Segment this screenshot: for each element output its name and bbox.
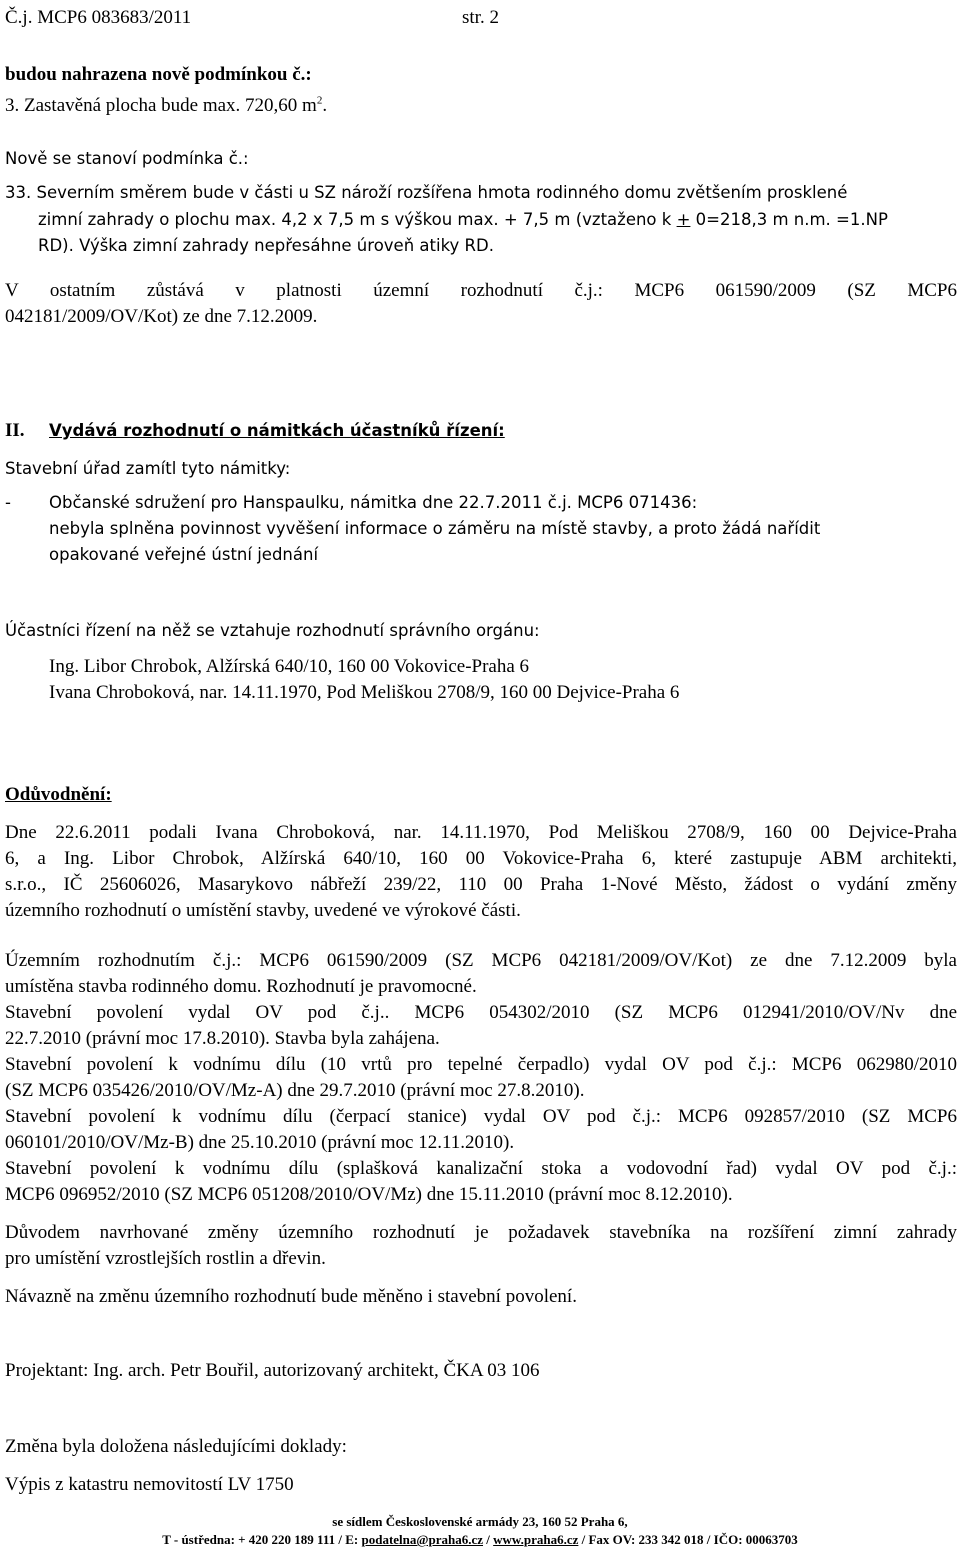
participants-label: Účastníci řízení na něž se vztahuje rozhodnutí správního orgánu: — [5, 621, 540, 640]
reasoning-p1-line1: Dne 22.6.2011 podali Ivana Chroboková, nar. 14.11.1970, Pod Meliškou 2708/9, 160 00 Dejvice-Praha — [5, 822, 957, 843]
header-page-number: str. 2 — [462, 7, 499, 28]
footer-phone: T - ústředna: + 420 220 189 111 / E: — [162, 1532, 362, 1547]
reasoning-p2-line4: 22.7.2010 (právní moc 17.8.2010). Stavba byla zahájena. — [5, 1028, 440, 1049]
reasoning-p2-line9: Stavební povolení k vodnímu dílu (splašková kanalizační stoka a vodovodní řad) vydal OV pod č.j.: — [5, 1158, 957, 1179]
reasoning-p2-line1: Územním rozhodnutím č.j.: MCP6 061590/2009 (SZ MCP6 042181/2009/OV/Kot) ze dne 7.12.2009 byla — [5, 950, 957, 971]
reasoning-p2-line3: Stavební povolení vydal OV pod č.j.. MCP6 054302/2010 (SZ MCP6 012941/2010/OV/Nv dne — [5, 1002, 957, 1023]
footer-contacts — [0, 1532, 960, 1548]
new-condition-label: Nově se stanoví podmínka č.: — [5, 149, 249, 168]
footer-fax-ico: / Fax OV: 233 342 018 / IČO: 00063703 — [578, 1532, 798, 1547]
reasoning-p2-line10: MCP6 096952/2010 (SZ MCP6 051208/2010/OV/Mz) dne 15.11.2010 (právní moc 8.12.2010). — [5, 1184, 733, 1205]
reasoning-p2-line5: Stavební povolení k vodnímu dílu (10 vrtů pro tepelné čerpadlo) vydal OV pod č.j.: MCP6 062980/2010 — [5, 1054, 957, 1075]
designer-line: Projektant: Ing. arch. Petr Bouřil, autorizovaný architekt, ČKA 03 106 — [5, 1360, 540, 1381]
reasoning-title: Odůvodnění: — [5, 784, 112, 805]
condition-33-line2 — [38, 207, 888, 233]
participant-1: Ing. Libor Chrobok, Alžírská 640/10, 160 00 Vokovice-Praha 6 — [49, 656, 530, 677]
condition-3-text: 3. Zastavěná plocha bude max. 720,60 m — [5, 95, 317, 116]
plus-minus-sign: + — [676, 210, 691, 229]
reasoning-p1-line4: územního rozhodnutí o umístění stavby, uvedené ve výrokové části. — [5, 900, 521, 921]
cadastre-extract: Výpis z katastru nemovitostí LV 1750 — [5, 1474, 294, 1495]
condition-3-period: . — [322, 95, 328, 116]
section-2-number: II. — [5, 420, 25, 441]
reasoning-p3-line2: pro umístění vzrostlejších rostlin a dřevin. — [5, 1248, 326, 1269]
objection-dash: - — [5, 493, 11, 512]
condition-3-superscript: 2 — [316, 94, 323, 107]
reasoning-p2-line6: (SZ MCP6 035426/2010/OV/Mz-A) dne 29.7.2010 (právní moc 27.8.2010). — [5, 1080, 585, 1101]
reasoning-p1-line3: s.r.o., IČ 25606026, Masarykovo nábřeží 239/22, 110 00 Praha 1-Nové Město, žádost o vydání změny — [5, 874, 957, 895]
header-reference: Č.j. MCP6 083683/2011 — [5, 7, 192, 28]
condition-33-line3: RD). Výška zimní zahrady nepřesáhne úroveň atiky RD. — [38, 236, 494, 255]
reasoning-p4: Návazně na změnu územního rozhodnutí bude měněno i stavební povolení. — [5, 1286, 577, 1307]
remaining-line2: 042181/2009/OV/Kot) ze dne 7.12.2009. — [5, 306, 318, 327]
objection-line3: opakované veřejné ústní jednání — [49, 545, 319, 564]
condition-3 — [5, 93, 327, 119]
footer-separator: / — [483, 1532, 494, 1547]
objection-line2: nebyla splněna povinnost vyvěšení informace o záměru na místě stavby, a proto žádá nařídit — [49, 519, 821, 538]
documents-label: Změna byla doložena následujícími doklady: — [5, 1436, 347, 1457]
condition-33-line1: 33. Severním směrem bude v části u SZ nároží rozšířena hmota rodinného domu zvětšením prosklené — [5, 183, 848, 202]
condition-33-line2-b: 0=218,3 m n.m. =1.NP — [690, 210, 888, 229]
remaining-line1: V ostatním zůstává v platnosti územní rozhodnutí č.j.: MCP6 061590/2009 (SZ MCP6 — [5, 280, 957, 301]
reasoning-p2-line7: Stavební povolení k vodnímu dílu (čerpací stanice) vydal OV pod č.j.: MCP6 092857/2010 (SZ MCP6 — [5, 1106, 957, 1127]
footer-web-link[interactable]: www.praha6.cz — [493, 1532, 579, 1547]
reasoning-p2-line2: umístěna stavba rodinného domu. Rozhodnutí je pravomocné. — [5, 976, 477, 997]
participant-2: Ivana Chroboková, nar. 14.11.1970, Pod Meliškou 2708/9, 160 00 Dejvice-Praha 6 — [49, 682, 680, 703]
section-2-title: Vydává rozhodnutí o námitkách účastníků řízení: — [49, 421, 505, 440]
footer-email-link[interactable]: podatelna@praha6.cz — [361, 1532, 484, 1547]
objection-line1: Občanské sdružení pro Hanspaulku, námitka dne 22.7.2011 č.j. MCP6 071436: — [49, 493, 698, 512]
condition-33-line2-a: zimní zahrady o plochu max. 4,2 x 7,5 m s výškou max. + 7,5 m (vztaženo k — [38, 210, 677, 229]
reasoning-p2-line8: 060101/2010/OV/Mz-B) dne 25.10.2010 (právní moc 12.11.2010). — [5, 1132, 515, 1153]
reasoning-p3-line1: Důvodem navrhované změny územního rozhodnutí je požadavek stavebníka na rozšíření zimní zahrady — [5, 1222, 957, 1243]
heading-replaced: budou nahrazena nově podmínkou č.: — [5, 64, 312, 85]
footer-address: se sídlem Československé armády 23, 160 52 Praha 6, — [332, 1514, 628, 1529]
reasoning-p1-line2: 6, a Ing. Libor Chrobok, Alžírská 640/10, 160 00 Vokovice-Praha 6, které zastupuje ABM architekti, — [5, 848, 957, 869]
rejected-objections-label: Stavební úřad zamítl tyto námitky: — [5, 459, 291, 478]
